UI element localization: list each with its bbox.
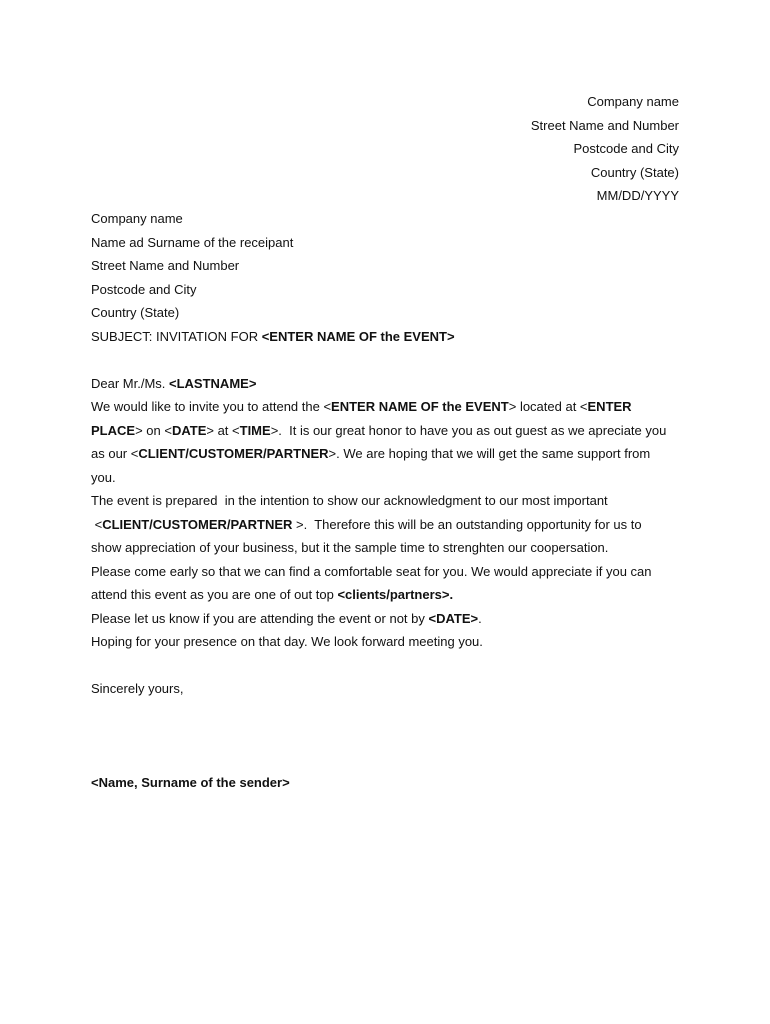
text-run: Please let us know if you are attending the event or not by [91,610,429,626]
body-line-5: The event is prepared in the intention to show our acknowledgment to our most important [91,493,608,508]
salutation [91,372,691,396]
clients-partners-placeholder: <clients/partners>. [337,587,454,602]
sender-address-block [531,90,679,208]
body-line-4: you. [91,469,116,485]
recipient-street: Street Name and Number [91,258,240,273]
body-line-1 [91,395,691,419]
subject-prefix: SUBJECT: INVITATION FOR [91,328,262,344]
subject-line [91,325,691,349]
text-run: > located at < [508,399,588,414]
text-run: > on < [135,422,172,438]
body-line-2 [91,419,691,443]
body-line-9 [91,583,691,607]
spacer [91,654,691,678]
sender-street: Street Name and Number [530,117,679,133]
salutation-prefix: Dear Mr./Ms. [91,375,170,391]
text-run: >. We are hoping that we will get the same support from [328,446,651,461]
body-line-6 [91,513,691,537]
signature-space [91,701,691,771]
letter-date: MM/DD/YYYY [596,188,679,203]
sender-country: Country (State) [590,164,679,180]
body-line-3 [91,442,691,466]
sender-company: Company name [587,94,679,109]
text-run: > at < [206,422,240,438]
text-run: >. Therefore this will be an outstanding opportunity for us to [292,516,642,532]
recipient-company: Company name [91,211,183,226]
body-line-11: Hoping for your presence on that day. We look forward meeting you. [91,634,483,649]
sender-postcode-city: Postcode and City [573,141,679,156]
text-run: . [478,610,482,626]
recipient-postcode-city: Postcode and City [91,281,197,297]
text-run: >. It is our great honor to have you as out guest as we apreciate you [270,422,667,438]
text-run: attend this event as you are one of out top [91,587,338,602]
body-line-7: show appreciation of your business, but it the sample time to strenghten our coopersation. [91,540,609,555]
client-placeholder: CLIENT/CUSTOMER/PARTNER [102,516,293,532]
time-placeholder: TIME [239,422,271,438]
event-name-placeholder: ENTER NAME OF the EVENT [331,399,509,414]
letter-body-block [91,207,691,794]
text-run: We would like to invite you to attend the < [91,399,332,414]
sender-signature-placeholder [91,771,691,795]
subject-event-placeholder: <ENTER NAME OF the EVENT> [261,328,455,344]
date-placeholder: <DATE> [428,610,479,626]
enter-place-placeholder-a: ENTER [587,399,632,414]
enter-place-placeholder-b: PLACE [91,422,136,438]
signature-name: <Name, Surname of the sender> [91,774,290,790]
text-run: as our < [91,446,139,461]
closing: Sincerely yours, [91,681,184,696]
body-line-10 [91,607,691,631]
recipient-country: Country (State) [91,305,180,320]
date-placeholder: DATE [171,422,207,438]
client-placeholder: CLIENT/CUSTOMER/PARTNER [138,446,329,461]
text-run: < [91,516,103,532]
lastname-placeholder: <LASTNAME> [169,375,257,391]
recipient-name: Name ad Surname of the receipant [91,234,294,250]
spacer [91,348,691,372]
body-line-8: Please come early so that we can find a comfortable seat for you. We would appreciate if you can [91,563,652,579]
